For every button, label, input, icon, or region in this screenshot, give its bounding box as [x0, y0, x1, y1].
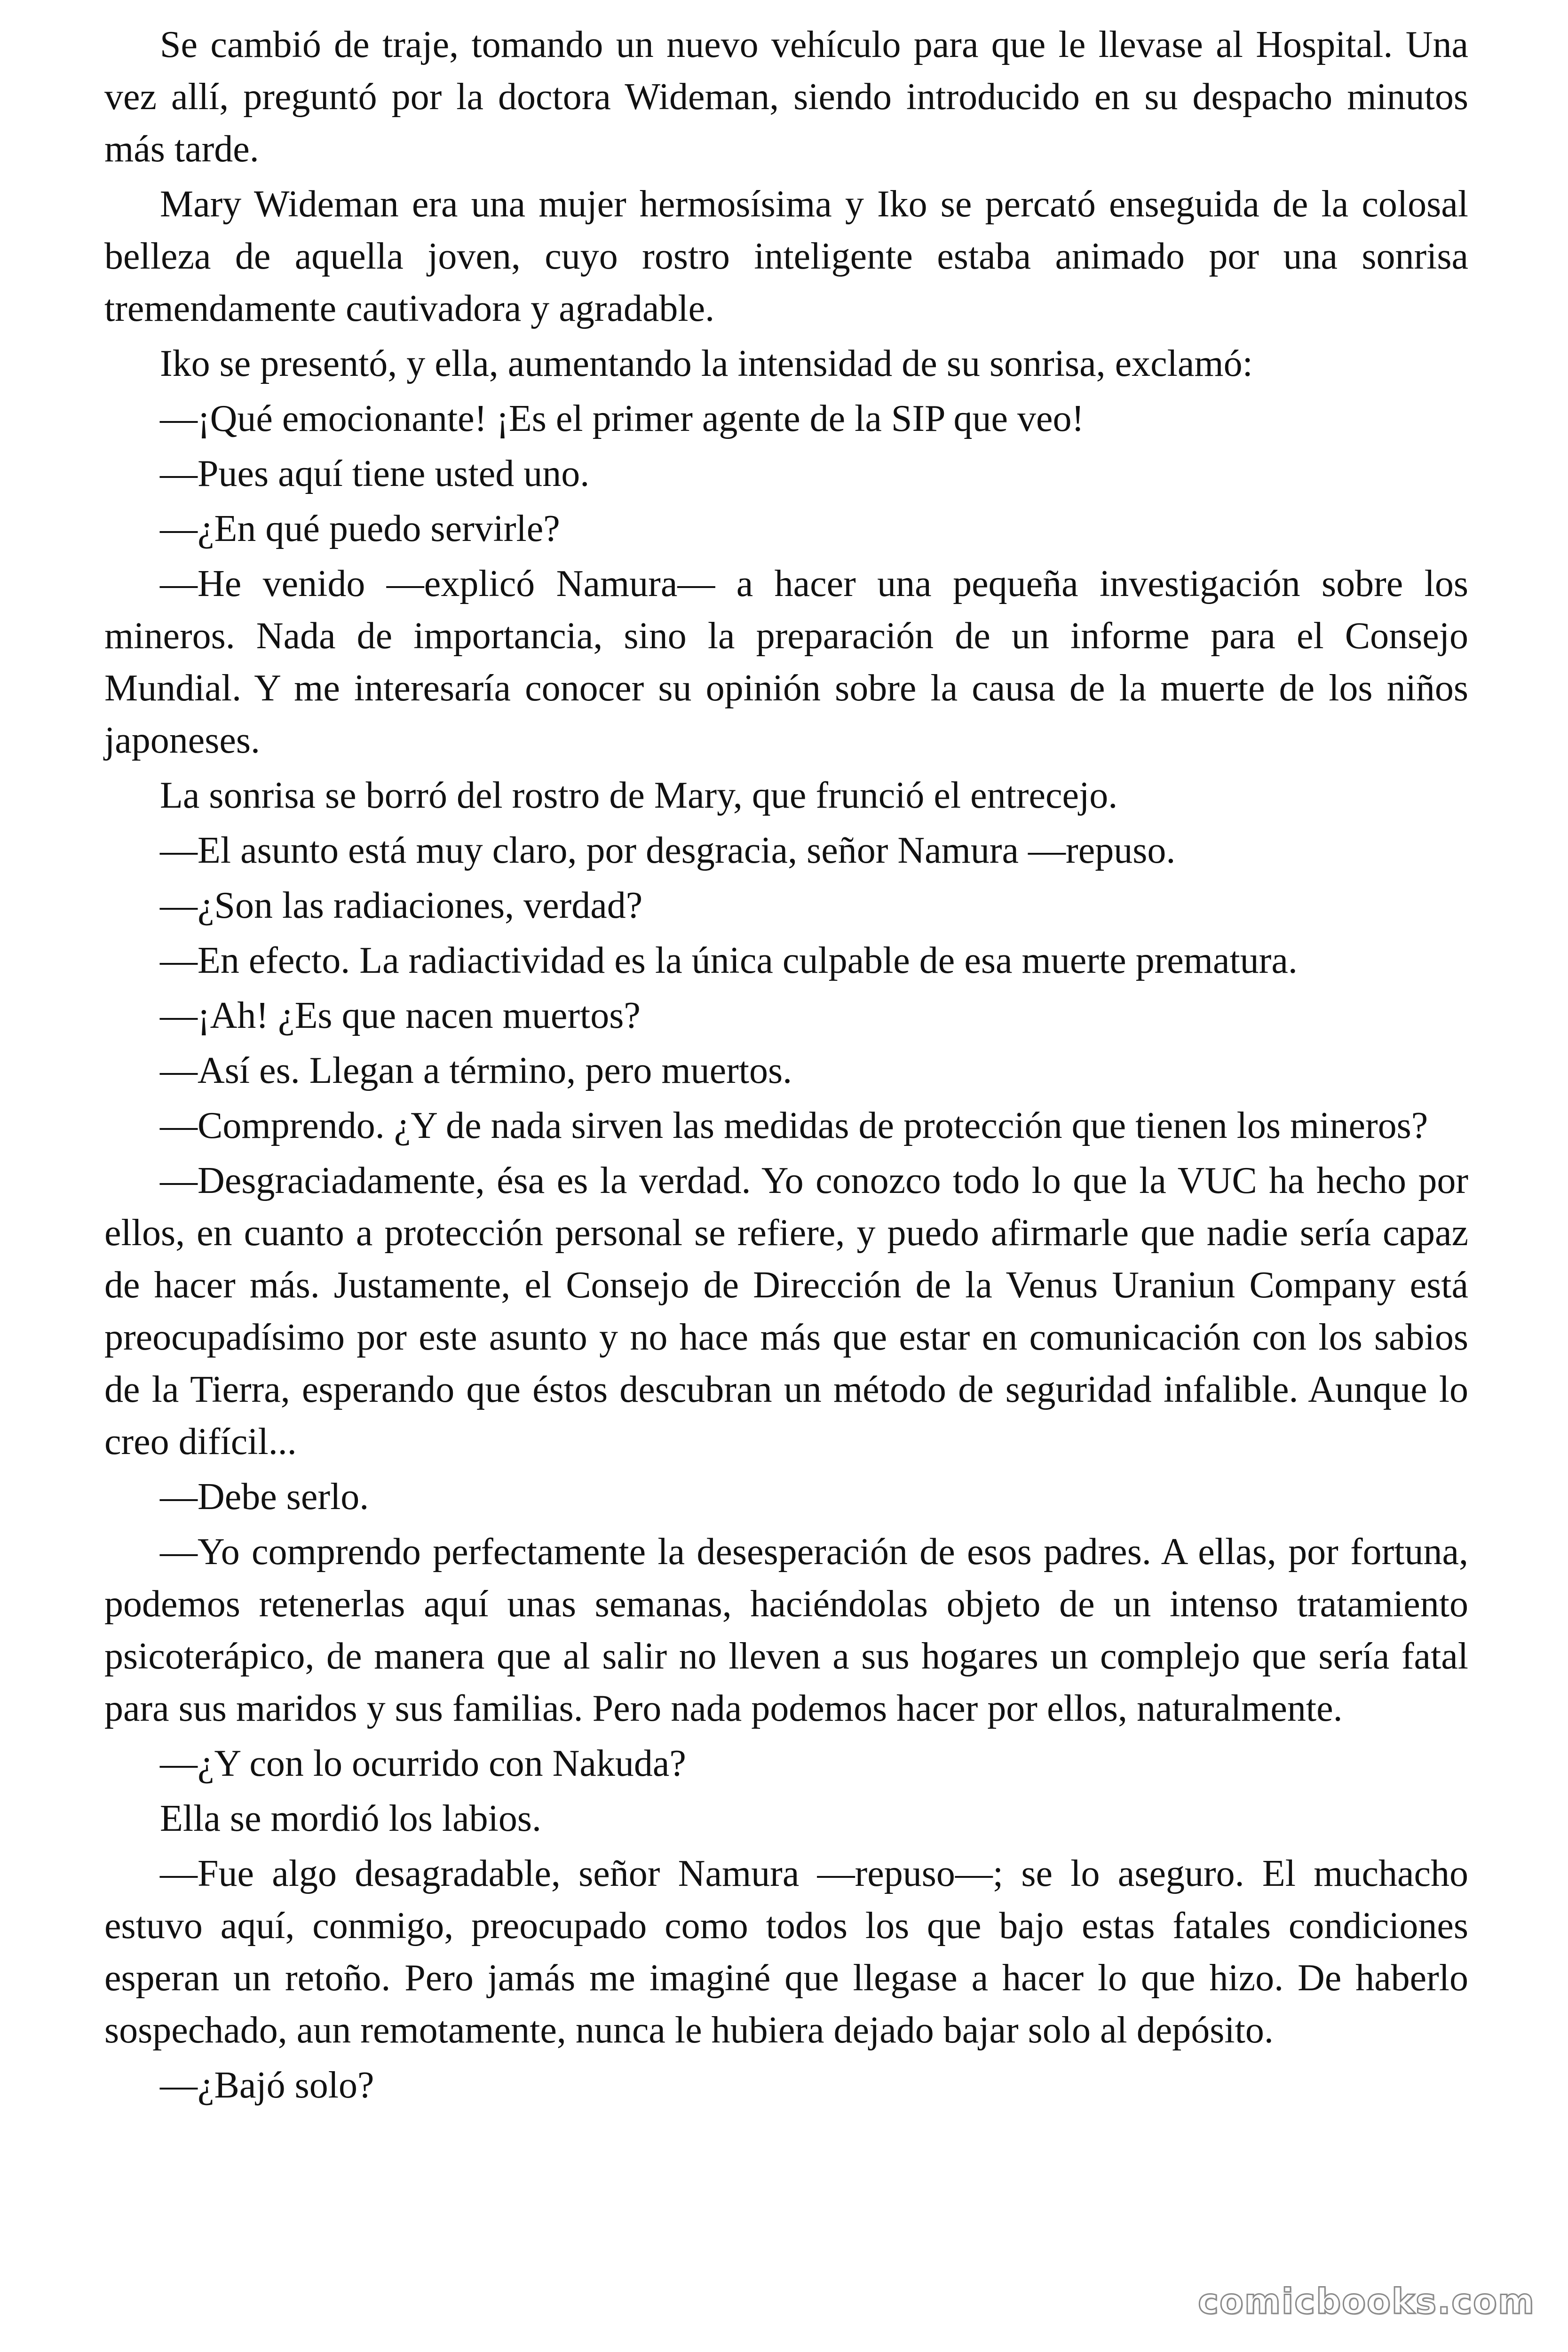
paragraph: Mary Wideman era una mujer hermosísima y Iko se percató enseguida de la colosal belleza de aquella joven, cuyo rostro inteligente estaba animado por una sonrisa tremendamente cautivadora y agradable. [104, 183, 1468, 329]
paragraph: —Debe serlo. [160, 1476, 369, 1518]
paragraph: —Yo comprendo perfectamente la desesperación de esos padres. A ellas, por fortuna, podemos retenerlas aquí unas semanas, haciéndolas objeto de un intenso tratamiento psicoterápico, de manera que al salir no lleven a sus hogares un complejo que sería fatal para sus maridos y sus familias. Pero nada podemos hacer por ellos, naturalmente. [104, 1531, 1468, 1729]
paragraph: —¿Y con lo ocurrido con Nakuda? [160, 1743, 686, 1784]
paragraph: Se cambió de traje, tomando un nuevo vehículo para que le llevase al Hospital. Una vez allí, preguntó por la doctora Wideman, siendo introducido en su despacho minutos más tarde. [104, 24, 1468, 170]
paragraph: —En efecto. La radiactividad es la única culpable de esa muerte prematura. [160, 940, 1298, 981]
paragraph: —Comprendo. ¿Y de nada sirven las medidas de protección que tienen los mineros? [160, 1105, 1428, 1146]
paragraph: —Pues aquí tiene usted uno. [160, 453, 590, 494]
page-body [104, 19, 1468, 2114]
watermark: comicbooks.com [1198, 2281, 1535, 2322]
paragraph: Ella se mordió los labios. [160, 1798, 542, 1839]
paragraph: —El asunto está muy claro, por desgracia, señor Namura —repuso. [160, 830, 1176, 871]
paragraph: —¿Son las radiaciones, verdad? [160, 885, 643, 926]
paragraph: —¡Qué emocionante! ¡Es el primer agente de la SIP que veo! [160, 398, 1085, 439]
paragraph: La sonrisa se borró del rostro de Mary, que frunció el entrecejo. [160, 775, 1118, 816]
paragraph: —He venido —explicó Namura— a hacer una pequeña investigación sobre los mineros. Nada de importancia, sino la preparación de un informe para el Consejo Mundial. Y me interesaría conocer su opinión sobre la causa de la muerte de los niños japoneses. [104, 563, 1468, 761]
paragraph: —¿En qué puedo servirle? [160, 508, 560, 549]
paragraph: —¿Bajó solo? [160, 2065, 374, 2106]
paragraph: —Así es. Llegan a término, pero muertos. [160, 1050, 792, 1091]
paragraph: —Desgraciadamente, ésa es la verdad. Yo conozco todo lo que la VUC ha hecho por ellos, en cuanto a protección personal se refiere, y puedo afirmarle que nadie sería capaz de hacer más. Justamente, el Consejo de Dirección de la Venus Uraniun Company está preocupadísimo por este asunto y no hace más que estar en comunicación con los sabios de la Tierra, esperando que éstos descubran un método de seguridad infalible. Aunque lo creo difícil... [104, 1160, 1468, 1462]
paragraph: Iko se presentó, y ella, aumentando la intensidad de su sonrisa, exclamó: [160, 343, 1253, 384]
paragraph: —Fue algo desagradable, señor Namura —repuso—; se lo aseguro. El muchacho estuvo aquí, conmigo, preocupado como todos los que bajo estas fatales condiciones esperan un retoño. Pero jamás me imaginé que llegase a hacer lo que hizo. De haberlo sospechado, aun remotamente, nunca le hubiera dejado bajar solo al depósito. [104, 1853, 1468, 2051]
paragraph: —¡Ah! ¿Es que nacen muertos? [160, 995, 641, 1036]
